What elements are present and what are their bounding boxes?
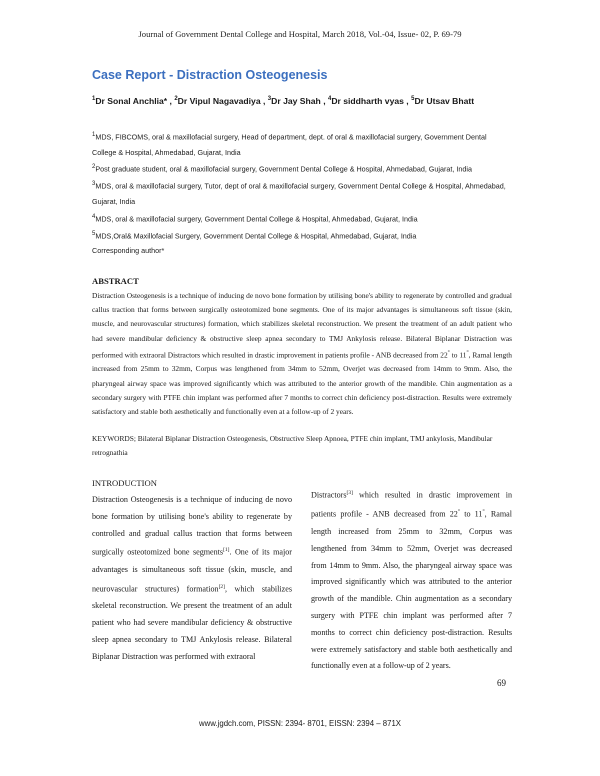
introduction-left-column: Distraction Osteogenesis is a technique of inducing de novo bone formation by utilising bone's ability to regenerate by controlled and gradual callus traction that forms between surgically osteotomized bone segments[1]. One of its major advantages is simultaneous soft tissue (skin, muscle, and neurovascular structures) formation[2], which stabilizes skeletal reconstruction. We present the treatment of an adult patient who had severe mandibular deficiency & obstructive sleep apnea secondary to TMJ Ankylosis release. Bilateral Biplanar Distraction was performed with extraoral [92, 495, 292, 661]
page-number: 69 [497, 678, 506, 688]
citation-2: [2] [218, 583, 225, 590]
citation-1: [1] [223, 547, 230, 554]
journal-header: Journal of Government Dental College and Hospital, March 2018, Vol.-04, Issue- 02, P. 69-79 [138, 29, 462, 39]
author-2: $^2$Dr Vipul Nagavadiya , [174, 96, 268, 106]
article-title: Case Report - Distraction Osteogenesis [92, 68, 328, 82]
corresponding-author: Corresponding author* [92, 246, 165, 256]
affiliation-4: $^4$MDS, oral & maxillofacial surgery, Government Dental College & Hospital, Ahmedabad, Gujarat, India [92, 213, 418, 224]
introduction-heading: INTRODUCTION [92, 478, 157, 488]
abstract-heading: ABSTRACT [92, 276, 139, 286]
author-list [92, 96, 474, 106]
introduction-right-column: Distractors[3] which resulted in drastic improvement in patients profile - ANB decreased from 22° to 11°, Ramal length increased from 25mm to 32mm, Corpus was lengthened from 34mm to 52mm, Overjet was decreased from 14mm to 9mm. Also, the pharyngeal airway space was improved significantly which was attributed to the anterior growth of the mandible. Chin augmentation as a secondary surgery with PTFE chin implant was performed after 7 months to correct chin deficiency post-distraction. Results were extremely satisfactory and stable both aesthetically and functionally even at a follow-up of 2 years. [311, 490, 512, 671]
affiliation-1: $^1$MDS, FIBCOMS, oral & maxillofacial surgery, Head of department, dept. of oral & maxillofacial surgery, Government Dental College & Hospital, Ahmedabad, Gujarat, India [92, 132, 487, 157]
affiliation-5: $^5$MDS,Oral& Maxillofacial Surgery, Government Dental College & Hospital, Ahmedabad, Gujarat, India [92, 230, 417, 240]
author-5: $^5$Dr Utsav Bhatt [411, 96, 475, 106]
affiliation-2: $^2$Post graduate student, oral & maxillofacial surgery, Government Dental College & Hospital, Ahmedabad, Gujarat, India [92, 164, 472, 174]
author-1: $^1$Dr Sonal Anchlia* , [92, 96, 175, 106]
author-3: $^3$Dr Jay Shah , [267, 96, 328, 106]
keywords: KEYWORDS; Bilateral Biplanar Distraction Osteogenesis, Obstructive Sleep Apnoea, PTFE chin implant, TMJ ankylosis, Mandibular retrognathia [92, 434, 493, 458]
abstract-body: Distraction Osteogenesis is a technique of inducing de novo bone formation by utilising bone's ability to regenerate by controlled and gradual callus traction that forms between surgically osteotomized bone segments. One of its major advantages is simultaneous soft tissue (skin, muscle, and neurovascular structures) formation, which stabilizes skeletal reconstruction. We present the treatment of an adult patient who had severe mandibular deficiency & obstructive sleep apnea secondary to TMJ Ankylosis release. Bilateral Biplanar Distraction was performed with extraoral Distractors which resulted in drastic improvement in patients profile - ANB decreased from 22° to 11°, Ramal length increased from 25mm to 32mm, Corpus was lengthened from 34mm to 52mm, Overjet was decreased from 14mm to 9mm. Also, the pharyngeal airway space was improved significantly which was attributed to the anterior growth of the mandible. Chin augmentation as a secondary surgery with PTFE chin implant was performed after 7 months to correct chin deficiency post-distraction. Results were extremely satisfactory and stable both aesthetically and functionally even at a follow-up of 2 years. [92, 291, 513, 417]
author-4: $^4$Dr siddharth vyas , [327, 96, 412, 106]
citation-3: [3] [346, 490, 353, 496]
affiliation-3: $^3$MDS, oral & maxillofacial surgery, Tutor, dept of oral & maxillofacial surgery, Government Dental College & Hospital, Ahmedabad, Gujarat, India [92, 181, 506, 207]
page-footer: www.jgdch.com, PISSN: 2394- 8701, EISSN: 2394 – 871X [199, 719, 401, 728]
affiliations [92, 128, 512, 259]
